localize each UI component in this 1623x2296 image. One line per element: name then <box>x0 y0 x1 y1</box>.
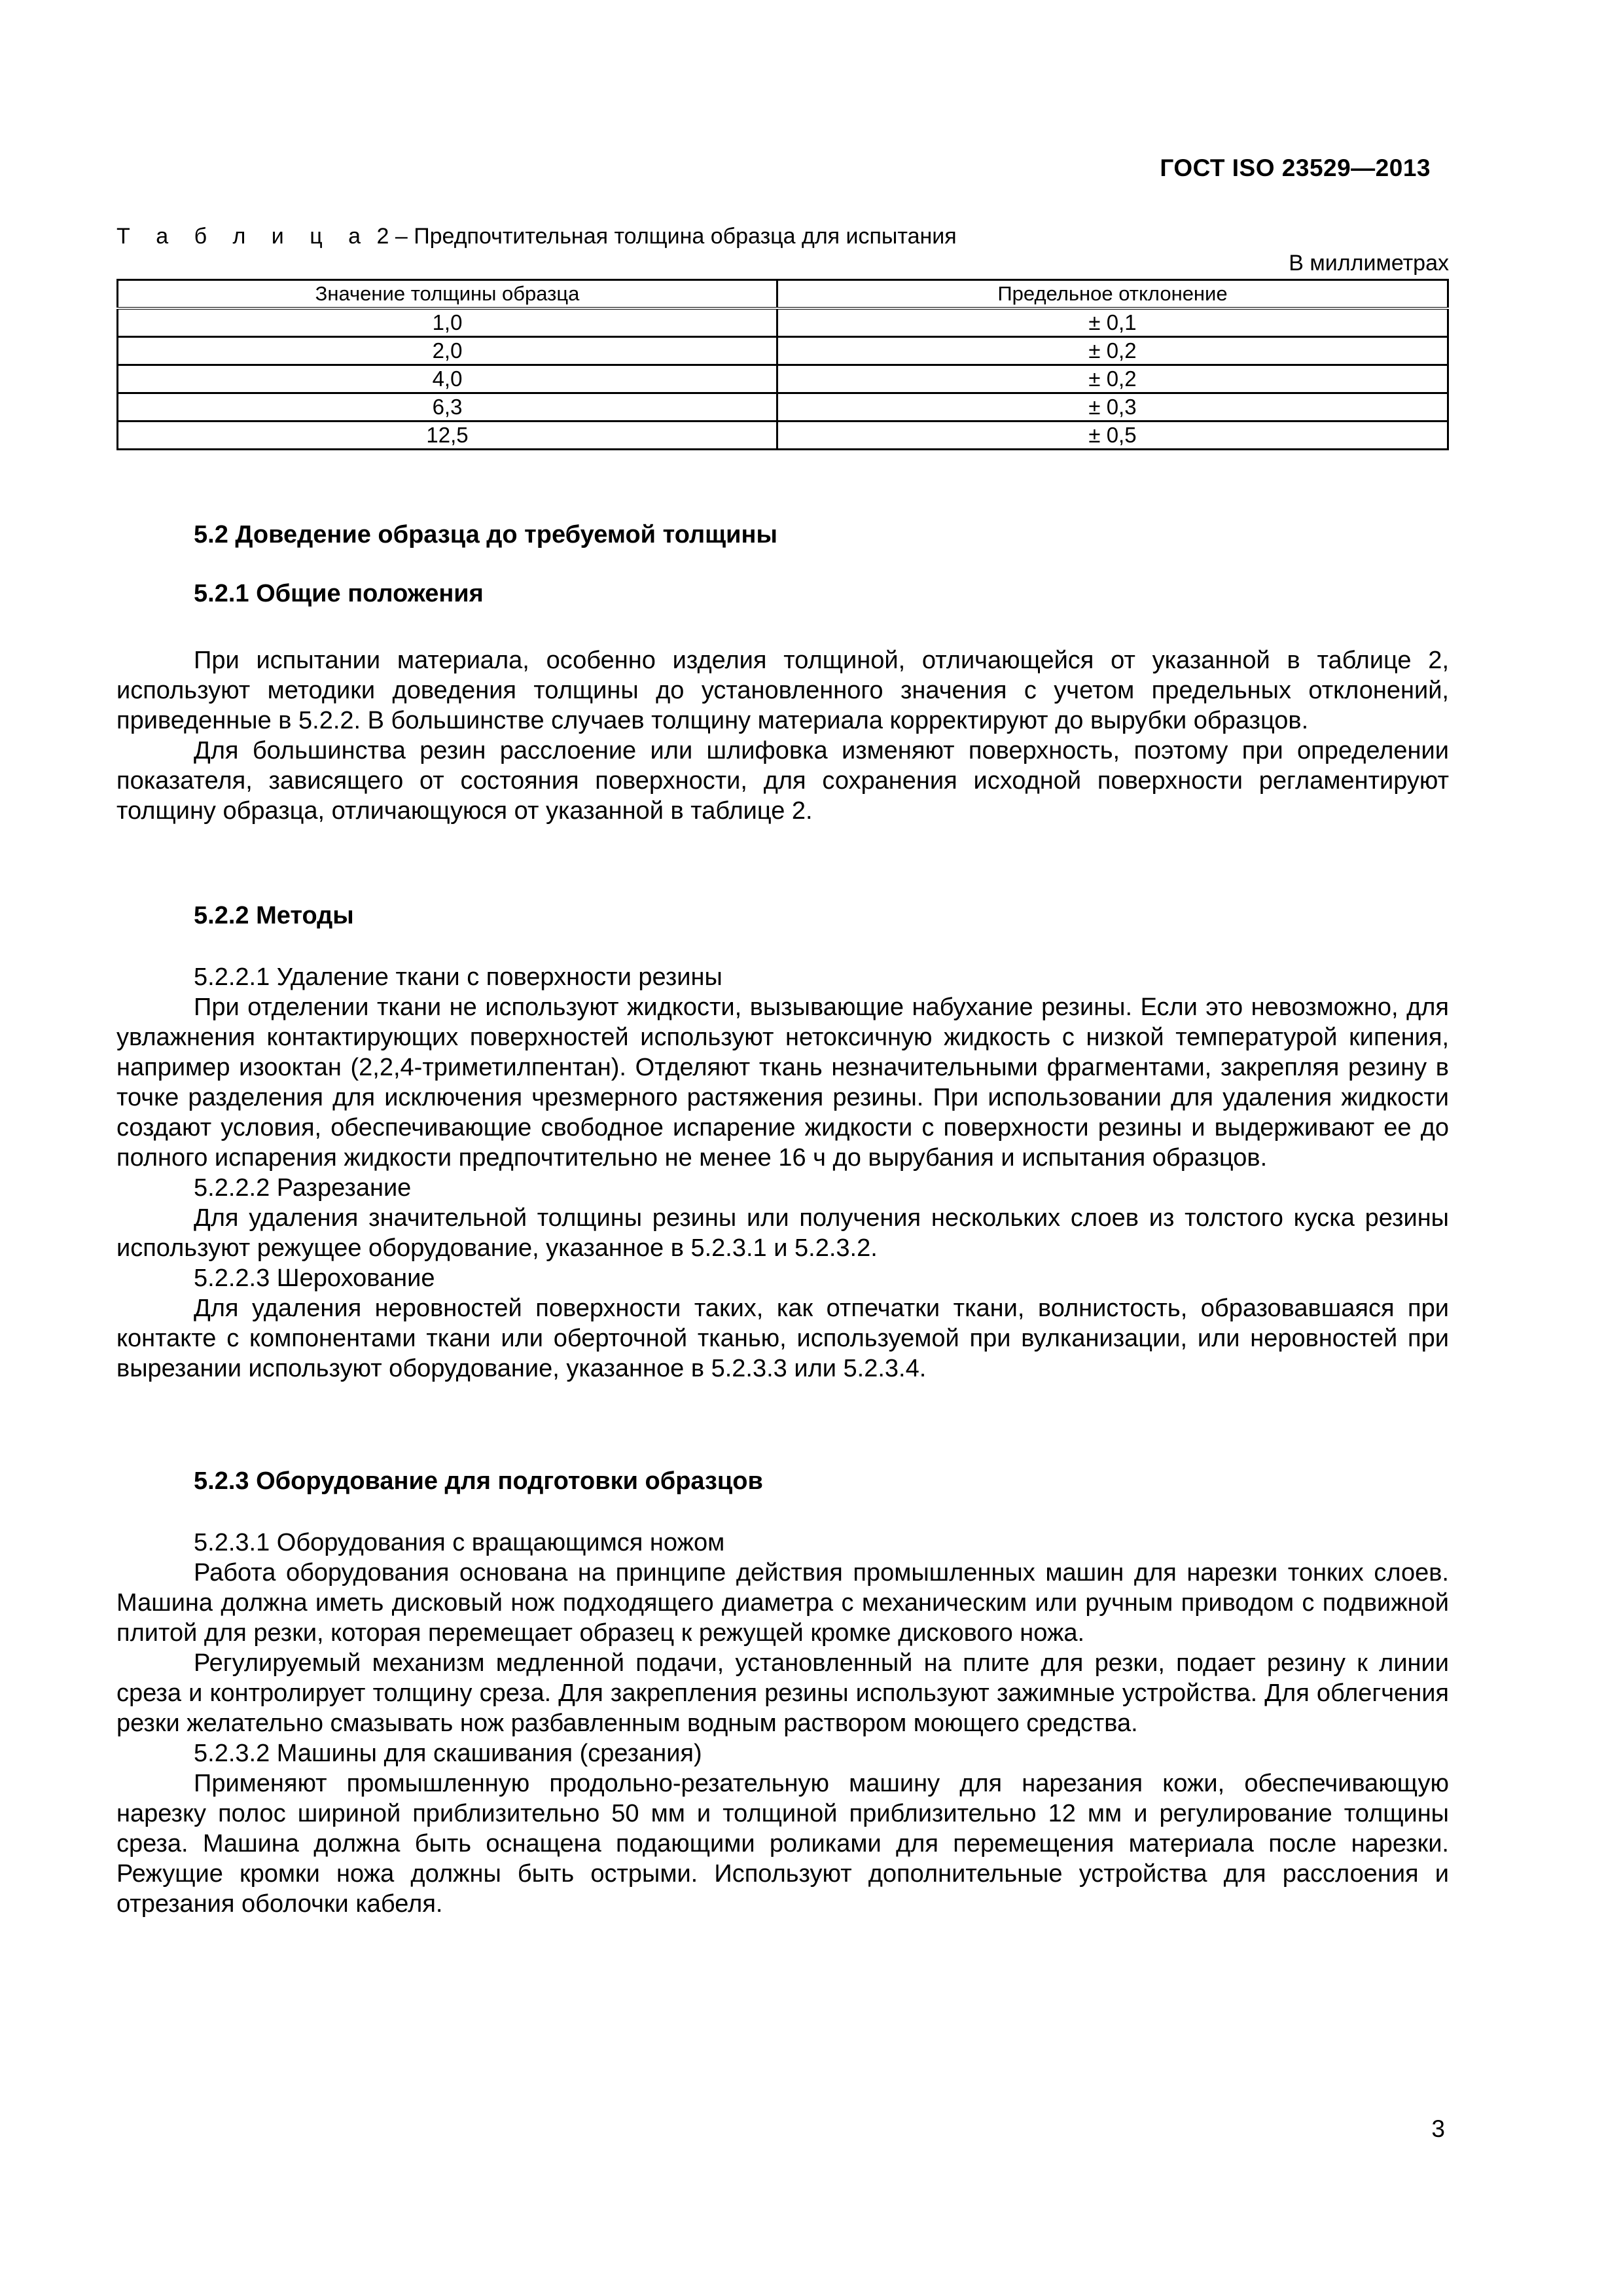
table-cell: 6,3 <box>118 393 777 422</box>
column-header: Значение толщины образца <box>118 280 777 309</box>
text-block <box>116 645 1449 826</box>
clause-title: 5.2.3.2 Машины для скашивания (срезания) <box>194 1740 702 1767</box>
table-caption-prefix: Т а б л и ц а <box>116 224 371 249</box>
paragraph: Для удаления значительной толщины резины или получения нескольких слоев из толстого куска резины используют режущее оборудование, указанное в 5.2.3.1 и 5.2.3.2. <box>116 1204 1449 1262</box>
table-cell: 1,0 <box>118 308 777 337</box>
table-unit-note: В миллиметрах <box>1289 251 1449 276</box>
table-cell: ± 0,1 <box>777 308 1448 337</box>
paragraph: Регулируемый механизм медленной подачи, установленный на плите для резки, подает резину к линии среза и контролирует толщину среза. Для закрепления резины используют зажимные устройства. Для облегчения резки желательно смазывать нож разбавленным водным раствором моющего средства. <box>116 1649 1449 1737</box>
table-row <box>118 422 1448 450</box>
paragraph: Работа оборудования основана на принципе действия промышленных машин для нарезки тонких слоев. Машина должна иметь дисковый нож подходящего диаметра с механическим или ручным приводом с подвижной плитой для резки, которая перемещает образец к режущей кромке дискового ножа. <box>116 1559 1449 1647</box>
page-number: 3 <box>1431 2115 1445 2142</box>
table-cell: 4,0 <box>118 365 777 393</box>
table-cell: ± 0,5 <box>777 422 1448 450</box>
table-row <box>118 365 1448 393</box>
text-block <box>116 962 1449 1384</box>
thickness-table <box>116 279 1449 450</box>
clause-title: 5.2.3.1 Оборудования с вращающимся ножом <box>194 1529 725 1556</box>
table-cell: 12,5 <box>118 422 777 450</box>
table-row <box>118 393 1448 422</box>
subsection-heading: 5.2.2 Методы <box>194 902 354 929</box>
paragraph: Для удаления неровностей поверхности таких, как отпечатки ткани, волнистость, образовавшаяся при контакте с компонентами ткани или оберточной тканью, используемой при вулканизации, или неровностей при вырезании используют оборудование, указанное в 5.2.3.3 или 5.2.3.4. <box>116 1295 1449 1382</box>
clause-title: 5.2.2.2 Разрезание <box>194 1174 412 1202</box>
clause-title: 5.2.2.3 Шерохование <box>194 1265 435 1292</box>
table-row <box>118 337 1448 365</box>
table-cell: ± 0,3 <box>777 393 1448 422</box>
standard-designation: ГОСТ ISO 23529—2013 <box>1160 154 1431 181</box>
column-header: Предельное отклонение <box>777 280 1448 309</box>
table-row <box>118 308 1448 337</box>
table-cell: ± 0,2 <box>777 337 1448 365</box>
table-header-row <box>118 280 1448 309</box>
paragraph: При отделении ткани не используют жидкости, вызывающие набухание резины. Если это невозможно, для увлажнения контактирующих поверхностей используют нетоксичную жидкость с низкой температурой кипения, например изооктан (2,2,4-триметилпентан). Отделяют ткань незначительными фрагментами, закрепляя резину в точке разделения для исключения чрезмерного растяжения резины. При использовании для удаления жидкости создают условия, обеспечивающие свободное испарение жидкости с поверхности резины и выдерживают ее до полного испарения жидкости предпочтительно не менее 16 ч до вырубания и испытания образцов. <box>116 994 1449 1172</box>
subsection-heading: 5.2.1 Общие положения <box>194 580 484 607</box>
paragraph: При испытании материала, особенно изделия толщиной, отличающейся от указанной в таблице 2, используют методики доведения толщины до установленного значения с учетом предельных отклонений, приведенные в 5.2.2. В большинстве случаев толщину материала корректируют до вырубки образцов. <box>116 647 1449 734</box>
table-caption-text: 2 – Предпочтительная толщина образца для испытания <box>370 224 957 249</box>
table-cell: 2,0 <box>118 337 777 365</box>
table-cell: ± 0,2 <box>777 365 1448 393</box>
paragraph: Для большинства резин расслоение или шлифовка изменяют поверхность, поэтому при определении показателя, зависящего от состояния поверхности, для сохранения исходной поверхности регламентируют толщину образца, отличающуюся от указанной в таблице 2. <box>116 737 1449 825</box>
clause-title: 5.2.2.1 Удаление ткани с поверхности резины <box>194 963 722 991</box>
paragraph: Применяют промышленную продольно-резательную машину для нарезания кожи, обеспечивающую нарезку полос шириной приблизительно 50 мм и толщиной приблизительно 12 мм и регулирование толщины среза. Машина должна быть оснащена подающими роликами для перемещения материала после нарезки. Режущие кромки ножа должны быть острыми. Используют дополнительные устройства для расслоения и отрезания оболочки кабеля. <box>116 1770 1449 1918</box>
section-heading: 5.2 Доведение образца до требуемой толщины <box>194 521 777 548</box>
subsection-heading: 5.2.3 Оборудование для подготовки образцов <box>194 1467 763 1495</box>
table-caption <box>116 224 957 249</box>
text-block <box>116 1528 1449 1919</box>
